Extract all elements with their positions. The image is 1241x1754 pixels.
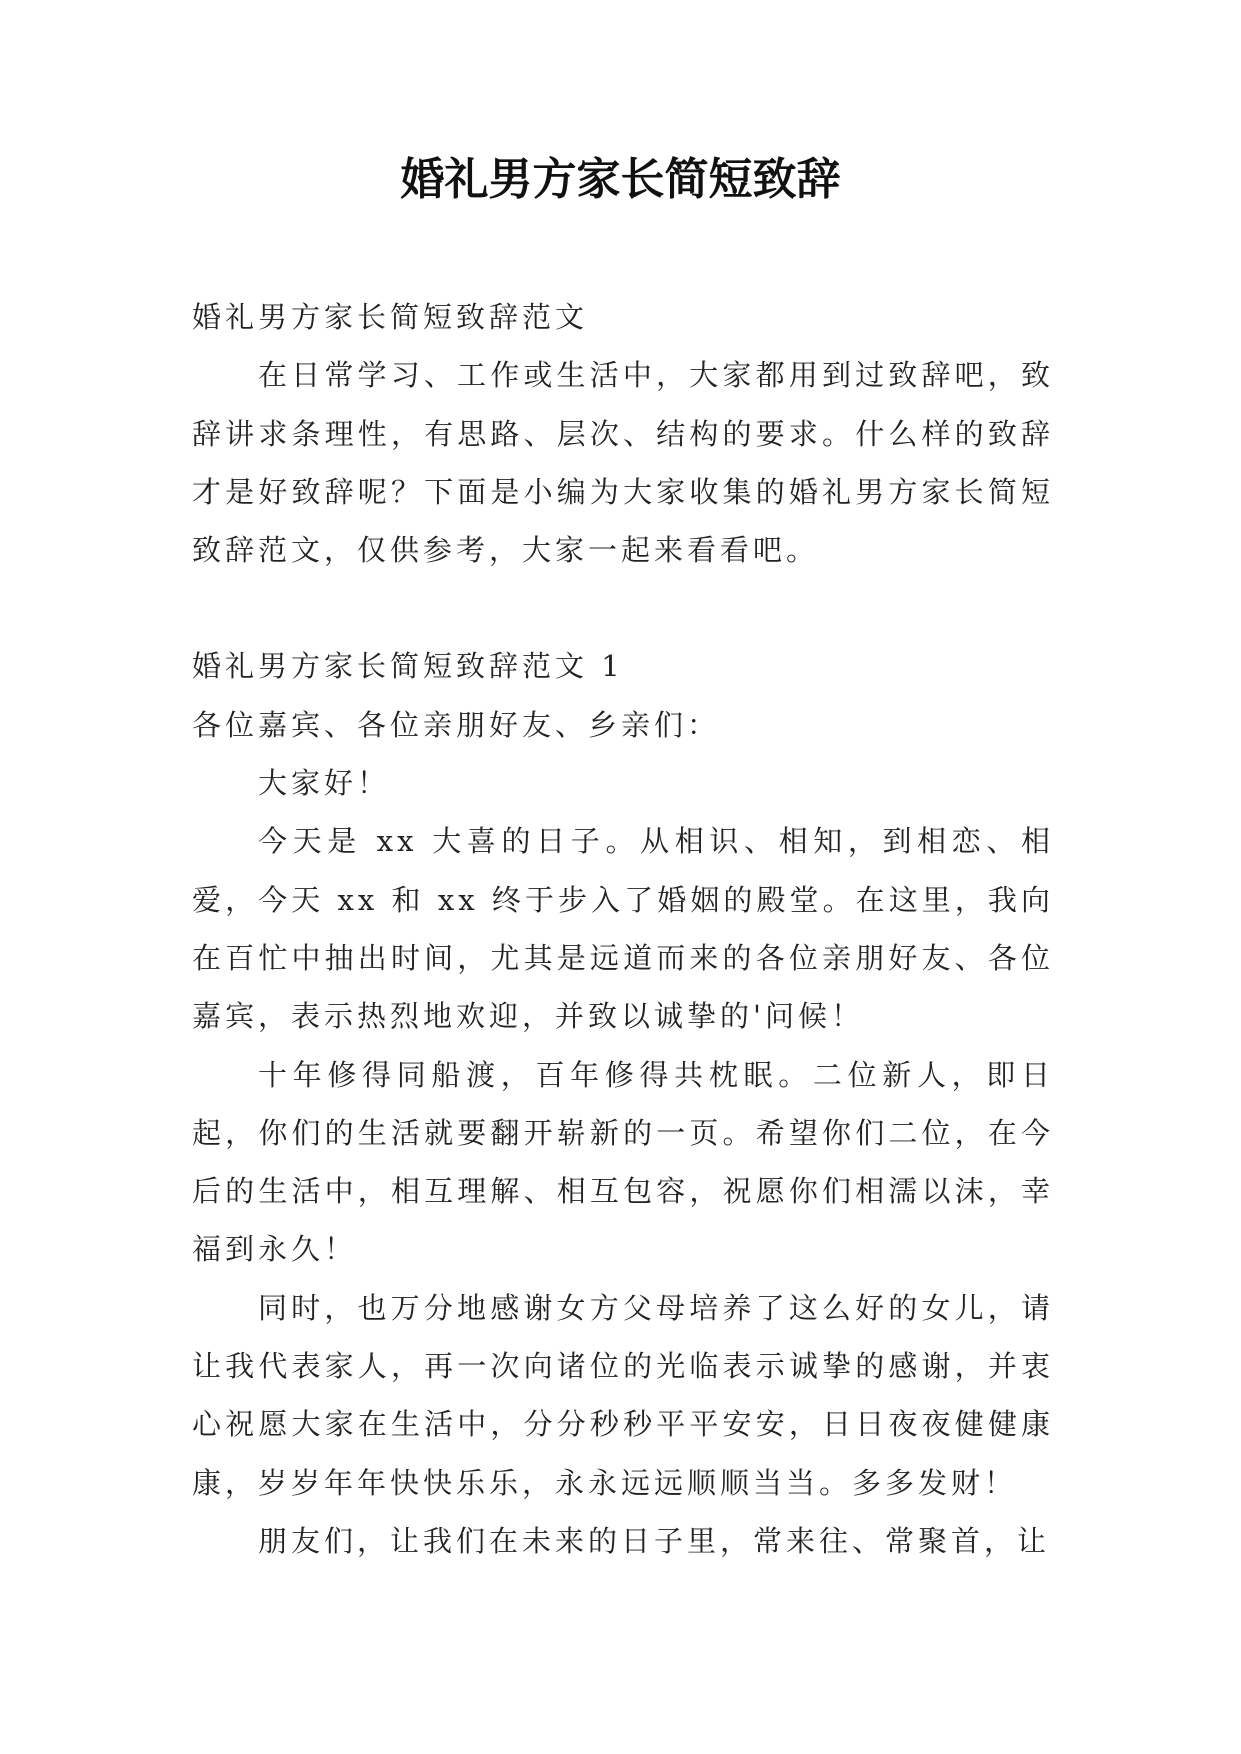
salutation: 各位嘉宾、各位亲朋好友、乡亲们：	[192, 707, 721, 742]
section-heading: 婚礼男方家长简短致辞范文 1	[192, 649, 624, 684]
intro-paragraph: 在日常学习、工作或生活中，大家都用到过致辞吧，致辞讲求条理性，有思路、层次、结构的要求。什么样的致辞才是好致辞呢？下面是小编为大家收集的婚礼男方家长简短致辞范文，仅供参考，大家一起来看看吧。	[192, 358, 1054, 568]
document-title: 婚礼男方家长简短致辞	[400, 154, 841, 205]
body-paragraph-3: 同时，也万分地感谢女方父母培养了这么好的女儿，请让我代表家人，再一次向诸位的光临表示诚挚的感谢，并衷心祝愿大家在生活中，分分秒秒平平安安，日日夜夜健健康康，岁岁年年快快乐乐，永永远远顺顺当当。多多发财！	[192, 1290, 1054, 1500]
body-paragraph-4: 朋友们，让我们在未来的日子里，常来往、常聚首，让	[258, 1523, 1051, 1558]
greeting: 大家好！	[258, 766, 391, 801]
body-paragraph-2: 十年修得同船渡，百年修得共枕眠。二位新人，即日起，你们的生活就要翻开崭新的一页。希望你们二位，在今后的生活中，相互理解、相互包容，祝愿你们相濡以沫，幸福到永久！	[192, 1057, 1054, 1267]
document-body	[192, 288, 1054, 1570]
intro-heading: 婚礼男方家长简短致辞范文	[192, 300, 589, 334]
body-paragraph-1: 今天是 xx 大喜的日子。从相识、相知，到相恋、相爱，今天 xx 和 xx 终于步入了婚姻的殿堂。在这里，我向在百忙中抽出时间，尤其是远道而来的各位亲朋好友、各位嘉宾，表示热烈地欢迎，并致以诚挚的'问候！	[192, 824, 1054, 1034]
